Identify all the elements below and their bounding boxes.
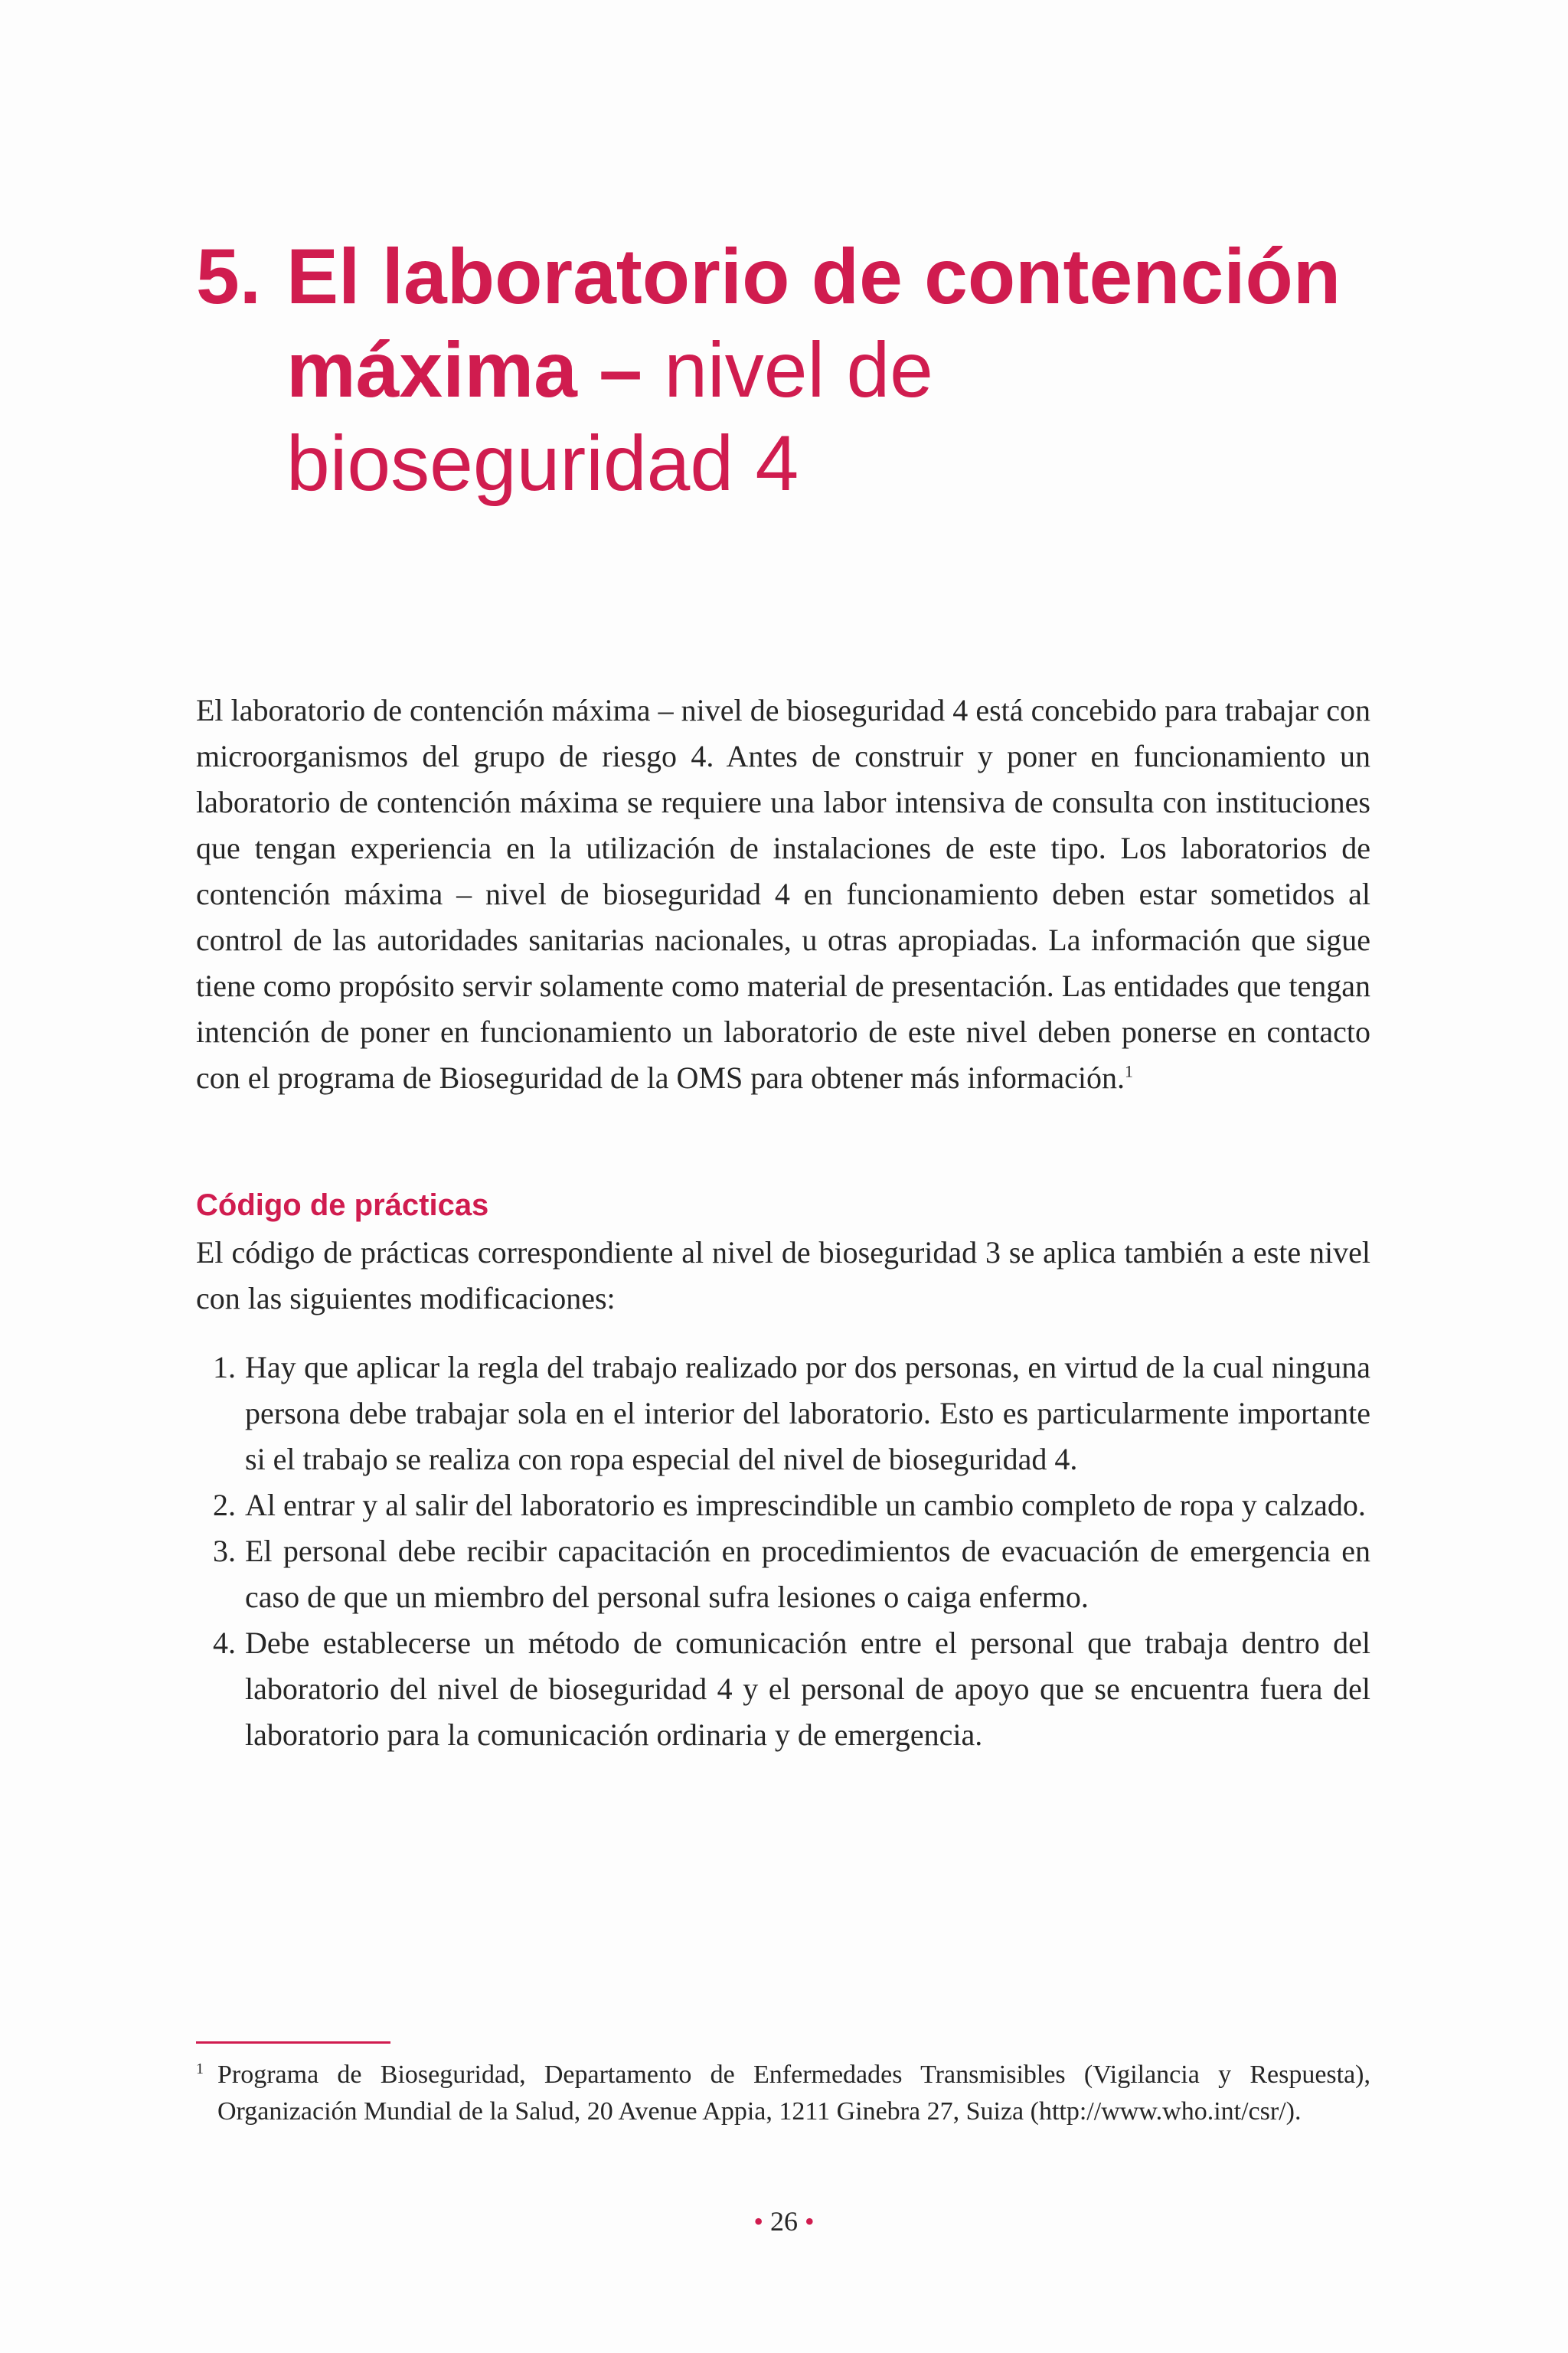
list-item-text: Hay que aplicar la regla del trabajo realizado por dos personas, en virtud de la cual ninguna persona debe trabajar sola en el interior del laboratorio. Esto es particularmente importante si el trabajo se realiza con ropa especial del nivel de bioseguridad 4.: [245, 1350, 1370, 1476]
list-item-text: Al entrar y al salir del laboratorio es imprescindible un cambio completo de ropa y calzado.: [245, 1488, 1366, 1522]
chapter-title-line-3: bioseguridad 4: [286, 420, 799, 507]
chapter-title-bold-1: El laboratorio de contención: [286, 233, 1341, 320]
chapter-title-line-1: [196, 230, 1421, 323]
chapter-title-line-2: [196, 323, 1421, 417]
footnote: [196, 2057, 1370, 2130]
list-item: [196, 1345, 1370, 1482]
list-item: [196, 1528, 1370, 1620]
practices-list: [196, 1345, 1370, 1758]
chapter-title-light-2: nivel de: [642, 326, 933, 413]
list-marker: 3.: [213, 1534, 236, 1568]
footnote-marker: 1: [196, 2061, 204, 2077]
footnote-text: Programa de Bioseguridad, Departamento de Enfermedades Transmisibles (Vigilancia y Respuesta), Organización Mundial de la Salud, 20 Avenue Appia, 1211 Ginebra 27, Suiza (http://www.who.int/csr/).: [217, 2061, 1370, 2126]
list-marker: 4.: [213, 1626, 236, 1660]
section-heading: Código de prácticas: [196, 1188, 489, 1222]
list-item: [196, 1620, 1370, 1758]
footnote-divider: [196, 2041, 390, 2044]
list-marker: 1.: [213, 1350, 236, 1384]
chapter-title-bold-2: máxima –: [286, 326, 642, 413]
footnote-reference[interactable]: 1: [1124, 1061, 1133, 1081]
page-number: [0, 2202, 1568, 2240]
intro-text: El laboratorio de contención máxima – nivel de bioseguridad 4 está concebido para trabajar con microorganismos del grupo de riesgo 4. Antes de construir y poner en funcionamiento un laboratorio de contención máxima se requiere una labor intensiva de consulta con instituciones que tengan experiencia en la utilización de instalaciones de este tipo. Los laboratorios de contención máxima – nivel de bioseguridad 4 en funcionamiento deben estar sometidos al control de las autoridades sanitarias nacionales, u otras apropiadas. La información que sigue tiene como propósito servir solamente como material de presentación. Las entidades que tengan intención de poner en funcionamiento un laboratorio de este nivel deben ponerse en contacto con el programa de Bioseguridad de la OMS para obtener más información.: [196, 693, 1370, 1095]
list-item-text: El personal debe recibir capacitación en procedimientos de evacuación de emergencia en caso de que un miembro del personal sufra lesiones o caiga enfermo.: [245, 1534, 1370, 1614]
chapter-number: 5.: [196, 233, 262, 320]
intro-paragraph: [196, 688, 1370, 1101]
page-number-dot-left: •: [753, 2206, 763, 2237]
chapter-title: [196, 230, 1421, 510]
list-item: [196, 1482, 1370, 1528]
list-marker: 2.: [213, 1488, 236, 1522]
page-number-value: 26: [770, 2206, 798, 2237]
section-intro: El código de prácticas correspondiente al nivel de bioseguridad 3 se aplica también a este nivel con las siguientes modificaciones:: [196, 1235, 1370, 1315]
page-number-dot-right: •: [805, 2206, 815, 2237]
list-item-text: Debe establecerse un método de comunicación entre el personal que trabaja dentro del laboratorio del nivel de bioseguridad 4 y el personal de apoyo que se encuentra fuera del laboratorio para la comunicación ordinaria y de emergencia.: [245, 1626, 1370, 1752]
